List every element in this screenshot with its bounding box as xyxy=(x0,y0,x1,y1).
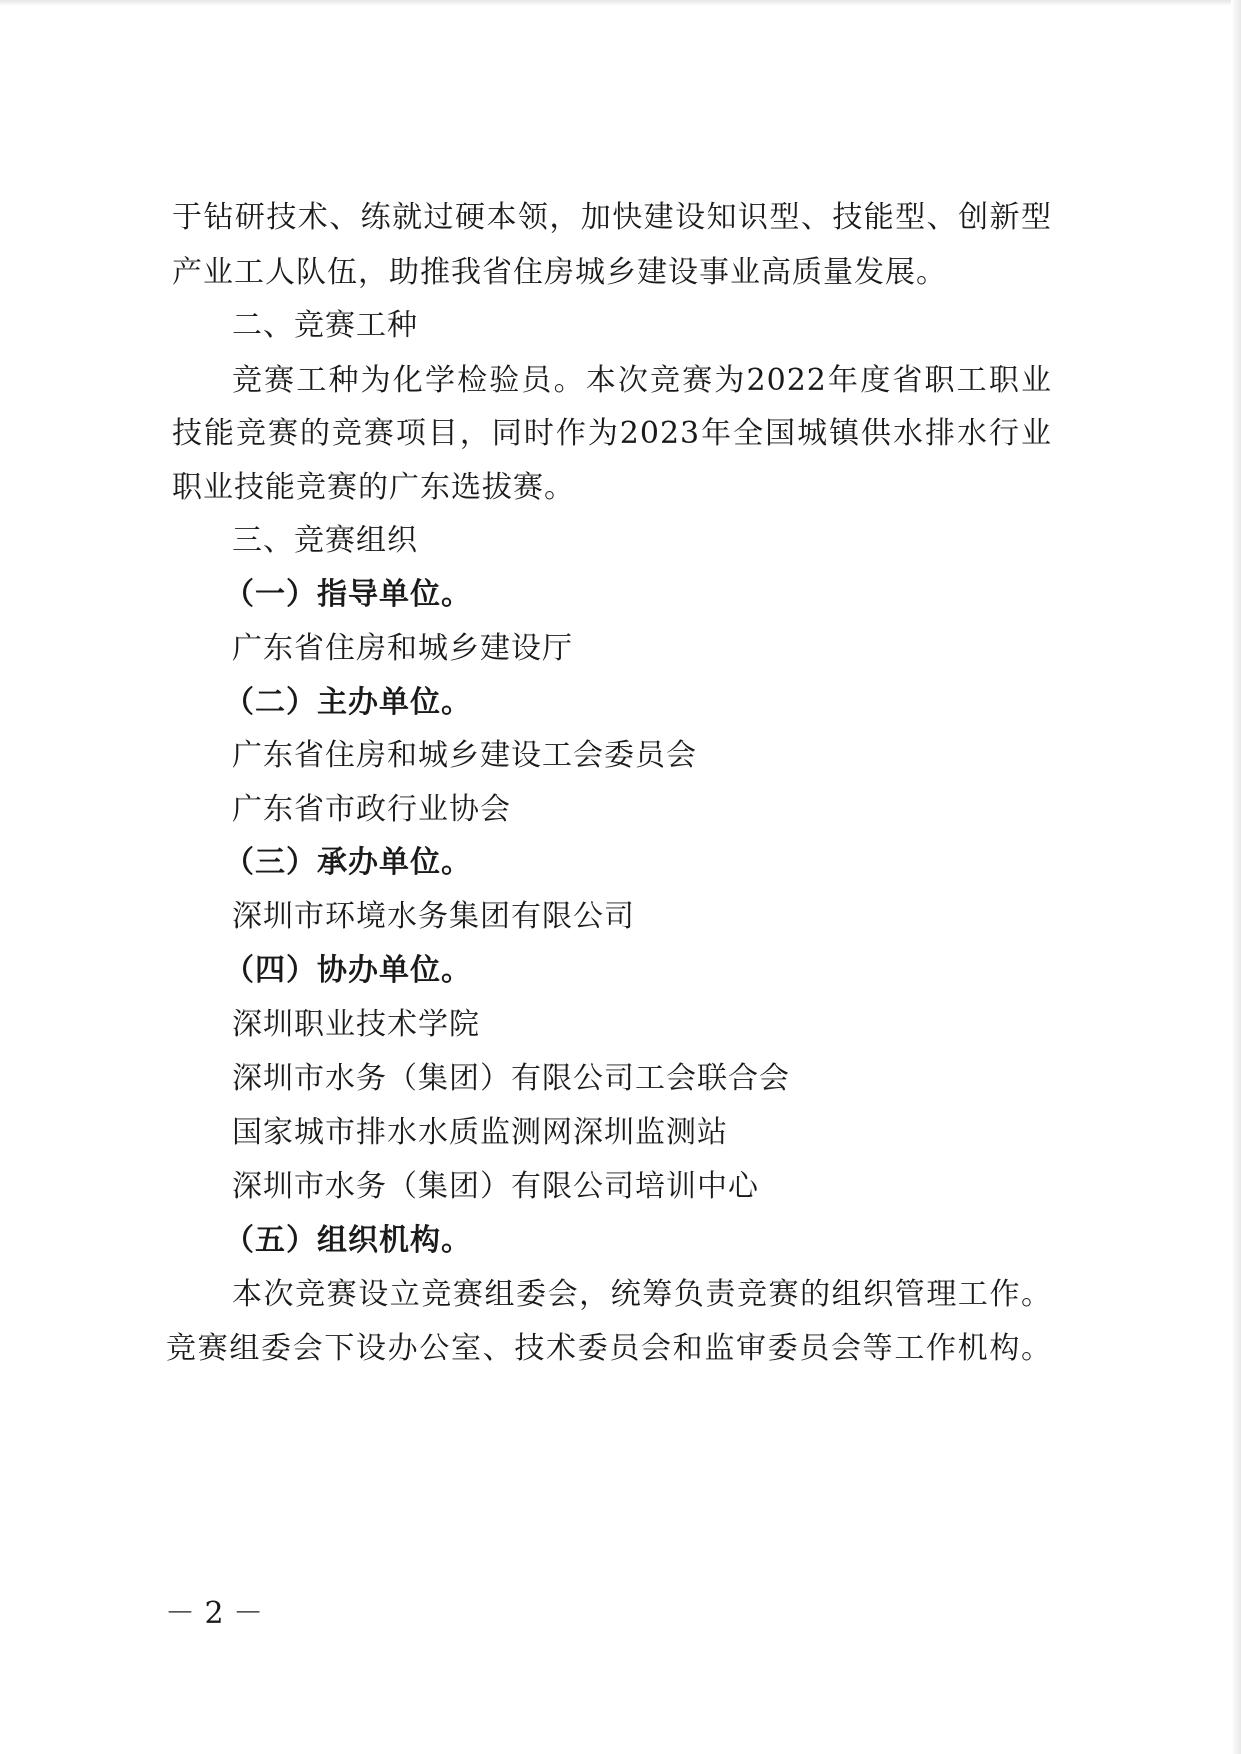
page-number: － 2 － xyxy=(165,1596,264,1631)
body-text-line: 于钻研技术、练就过硬本领，加快建设知识型、技能型、创新型 xyxy=(172,200,1052,235)
organization-name: 广东省市政行业协会 xyxy=(232,792,511,827)
scan-edge xyxy=(1231,0,1241,1754)
body-text-line: 技能竞赛的竞赛项目，同时作为2023年全国城镇供水排水行业 xyxy=(172,416,1052,451)
subsection-heading: （三）承办单位。 xyxy=(224,845,472,880)
body-text-line: 竞赛工种为化学检验员。本次竞赛为2022年度省职工职业 xyxy=(232,363,1052,398)
organization-name: 深圳职业技术学院 xyxy=(232,1007,480,1042)
section-heading: 二、竞赛工种 xyxy=(232,308,418,343)
organization-name: 广东省住房和城乡建设厅 xyxy=(232,631,573,666)
body-text-line: 本次竞赛设立竞赛组委会，统筹负责竞赛的组织管理工作。 xyxy=(232,1277,1052,1312)
body-text-line: 职业技能竞赛的广东选拔赛。 xyxy=(172,470,575,505)
body-text-line: 竞赛组委会下设办公室、技术委员会和监审委员会等工作机构。 xyxy=(166,1331,1052,1366)
organization-name: 深圳市水务（集团）有限公司培训中心 xyxy=(232,1169,759,1204)
subsection-heading: （五）组织机构。 xyxy=(224,1223,472,1258)
subsection-heading: （一）指导单位。 xyxy=(224,577,472,612)
scan-edge xyxy=(0,0,1241,6)
organization-name: 广东省住房和城乡建设工会委员会 xyxy=(232,738,697,773)
section-heading: 三、竞赛组织 xyxy=(232,523,418,558)
subsection-heading: （二）主办单位。 xyxy=(224,685,472,720)
subsection-heading: （四）协办单位。 xyxy=(224,953,472,988)
body-text-line: 产业工人队伍，助推我省住房城乡建设事业高质量发展。 xyxy=(172,255,947,290)
organization-name: 国家城市排水水质监测网深圳监测站 xyxy=(232,1115,728,1150)
organization-name: 深圳市水务（集团）有限公司工会联合会 xyxy=(232,1061,790,1096)
organization-name: 深圳市环境水务集团有限公司 xyxy=(232,899,635,934)
